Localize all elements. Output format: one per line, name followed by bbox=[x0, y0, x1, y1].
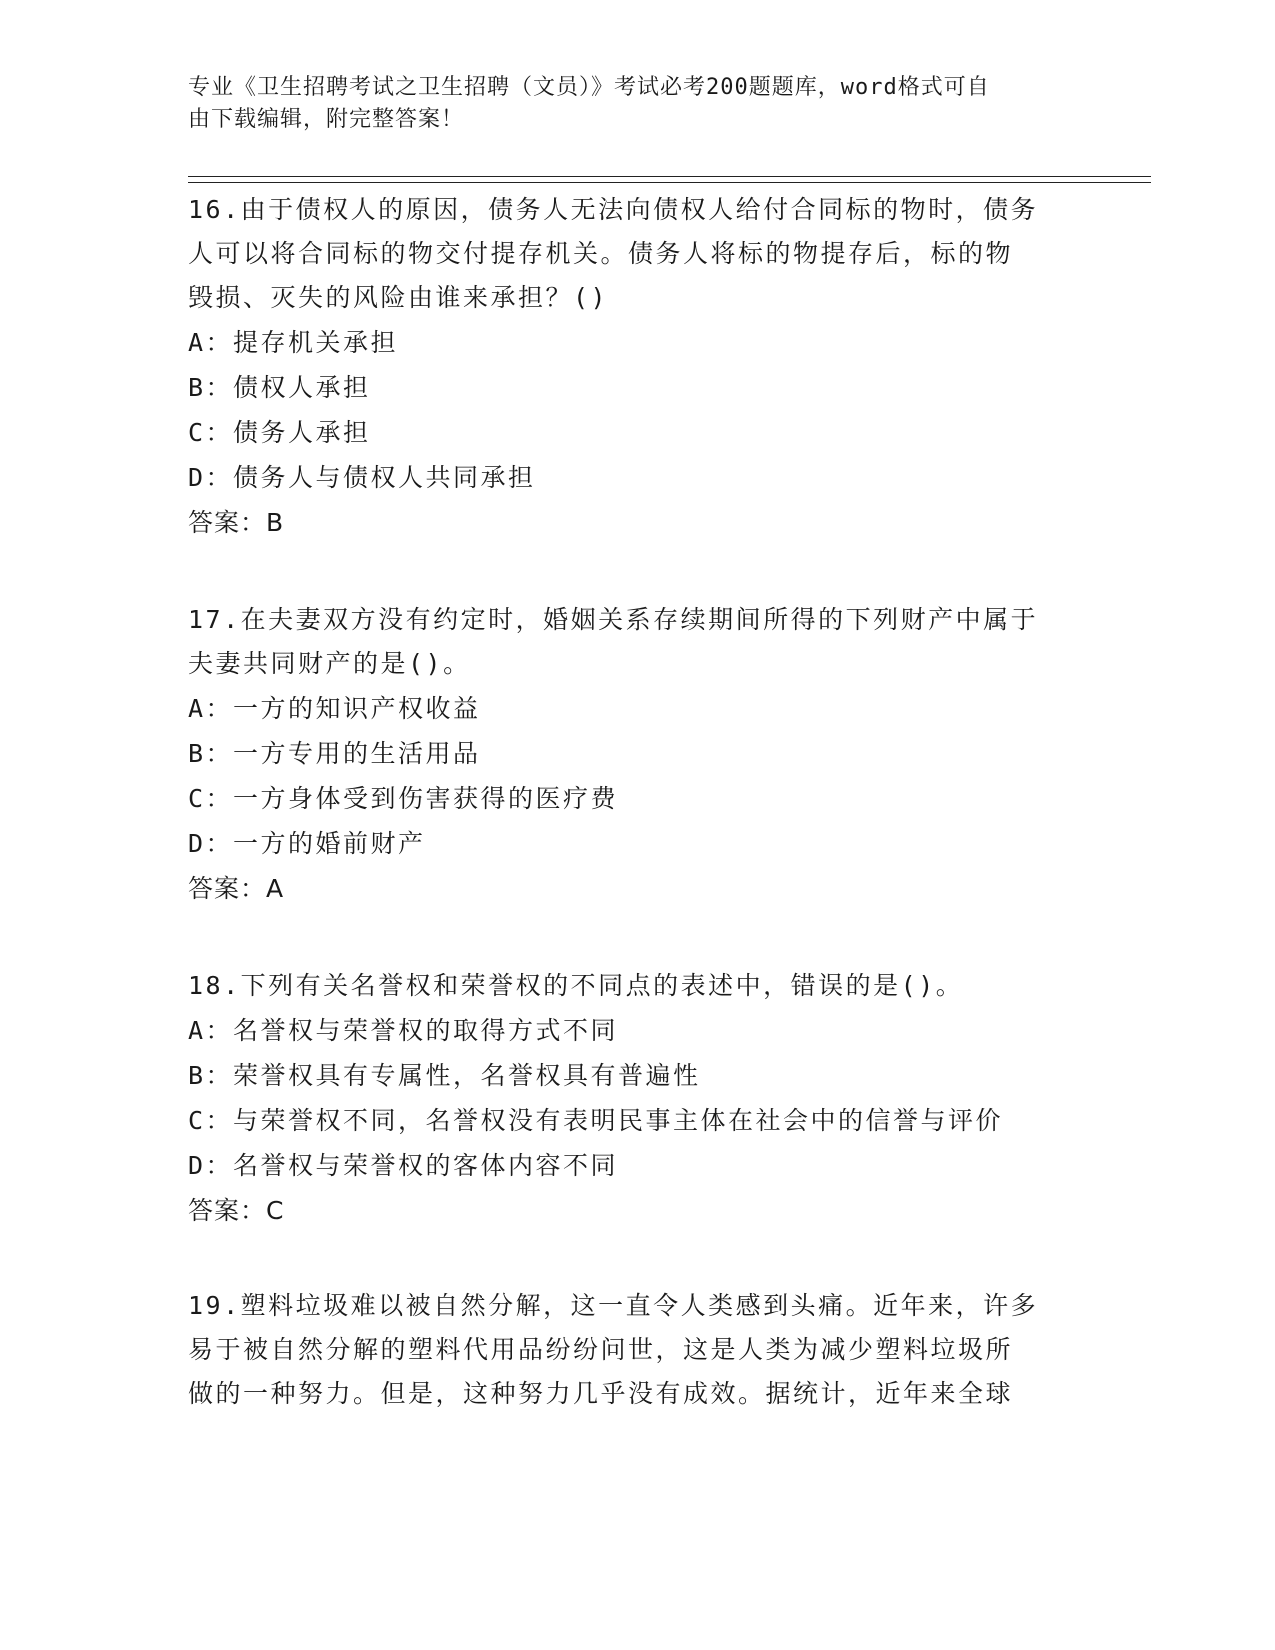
question-stem-line: 夫妻共同财产的是()。 bbox=[188, 649, 471, 678]
option-c: C：债务人承担 bbox=[188, 418, 371, 447]
option-c: C：一方身体受到伤害获得的医疗费 bbox=[188, 784, 619, 813]
answer-line: 答案：C bbox=[188, 1196, 285, 1225]
header-line-1: 专业《卫生招聘考试之卫生招聘（文员）》考试必考200题题库，word格式可自 bbox=[188, 75, 990, 100]
document-header bbox=[188, 72, 1068, 136]
question-stem-line: 人可以将合同标的物交付提存机关。债务人将标的物提存后，标的物 bbox=[188, 239, 1014, 268]
question-16 bbox=[188, 188, 1088, 545]
option-a: A：名誉权与荣誉权的取得方式不同 bbox=[188, 1016, 619, 1045]
header-line-2: 由下载编辑，附完整答案！ bbox=[188, 107, 465, 132]
answer-line: 答案：B bbox=[188, 508, 285, 537]
option-d: D：债务人与债权人共同承担 bbox=[188, 463, 536, 492]
question-19 bbox=[188, 1284, 1088, 1416]
option-d: D：一方的婚前财产 bbox=[188, 829, 426, 858]
question-stem-line: 19.塑料垃圾难以被自然分解，这一直令人类感到头痛。近年来，许多 bbox=[188, 1291, 1039, 1320]
option-b: B：一方专用的生活用品 bbox=[188, 739, 481, 768]
question-stem-line: 17.在夫妻双方没有约定时，婚姻关系存续期间所得的下列财产中属于 bbox=[188, 605, 1039, 634]
option-b: B：债权人承担 bbox=[188, 373, 371, 402]
option-d: D：名誉权与荣誉权的客体内容不同 bbox=[188, 1151, 619, 1180]
option-b: B：荣誉权具有专属性，名誉权具有普遍性 bbox=[188, 1061, 701, 1090]
question-stem-line: 做的一种努力。但是，这种努力几乎没有成效。据统计，近年来全球 bbox=[188, 1379, 1014, 1408]
question-17 bbox=[188, 598, 1088, 911]
option-a: A：提存机关承担 bbox=[188, 328, 399, 357]
question-18 bbox=[188, 964, 1088, 1233]
answer-line: 答案：A bbox=[188, 874, 285, 903]
option-a: A：一方的知识产权收益 bbox=[188, 694, 481, 723]
question-stem-line: 易于被自然分解的塑料代用品纷纷问世，这是人类为减少塑料垃圾所 bbox=[188, 1335, 1014, 1364]
question-stem-line: 毁损、灭失的风险由谁来承担？() bbox=[188, 283, 609, 312]
header-divider-top bbox=[188, 176, 1151, 177]
question-stem-line: 16.由于债权人的原因，债务人无法向债权人给付合同标的物时，债务 bbox=[188, 195, 1039, 224]
question-stem-line: 18.下列有关名誉权和荣誉权的不同点的表述中，错误的是()。 bbox=[188, 971, 964, 1000]
option-c: C：与荣誉权不同，名誉权没有表明民事主体在社会中的信誉与评价 bbox=[188, 1106, 1004, 1135]
header-divider-bottom bbox=[188, 182, 1151, 183]
